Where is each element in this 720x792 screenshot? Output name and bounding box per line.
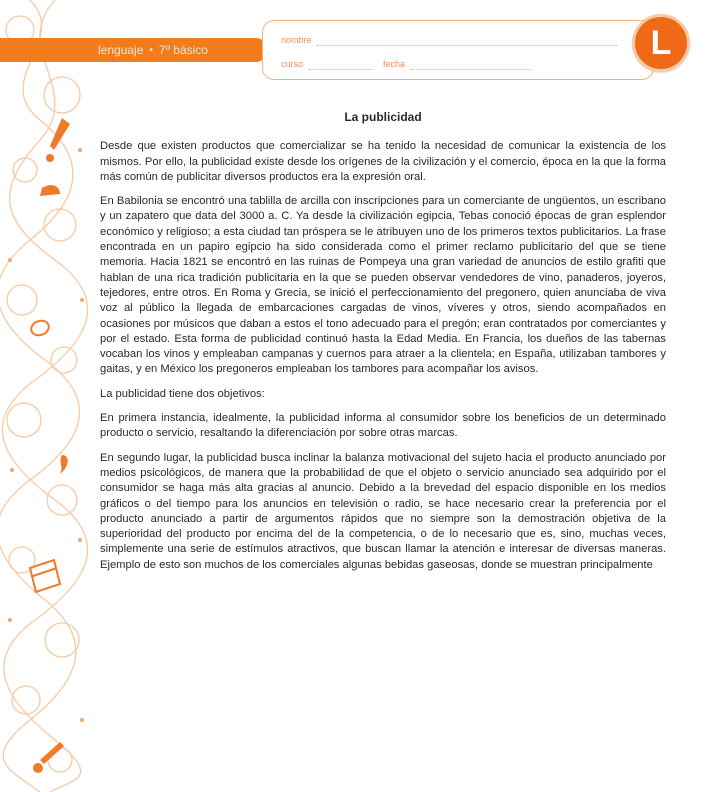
- paragraph-objective-one: En primera instancia, idealmente, la publicidad informa al consumidor sobre los beneficios de un determinado producto o servicio, resaltando la diferenciación por sobre otras marcas.: [100, 412, 666, 440]
- document-body: [100, 110, 666, 582]
- student-info-box: [262, 20, 654, 80]
- pencil-icon: [40, 742, 64, 764]
- paragraph-history: En Babilonia se encontró una tablilla de arcilla con inscripciones para un comerciante de ungüentos, un escribano y un zapatero que data del 3000 a. C. Ya desde la civilización egipcia, Tebas conoció épocas de gran esplendor económico y religioso; a esta ciudad tan próspera se le atribuyen uno de los primeros textos publicitarios. La frase encontrada en un papiro egipcio ha sido considerada como el primer reclamo publicitario del que se tiene memoria. Hacia 1821 se encontró en las ruinas de Pompeya una gran variedad de anuncios de estilo grafiti que hablan de una rica tradición publicitaria en la que se pueden observar vendedores de vino, panaderos, joyeros, tejedores, entre otros. En Roma y Grecia, se inició el perfeccionamiento del pregonero, quien anunciaba de viva voz al público la llegada de embarcaciones cargadas de vinos, víveres y otros, siendo acompañados en ocasiones por músicos que daban a estos el tono adecuado para el pregón; eran contratados por comerciantes y por el estado. Esta forma de publicidad continuó hasta la Edad Media. En Francia, los dueños de las tabernas vocaban los vinos y empleaban campanas y cuernos para atraer a la clientela; en España, utilizaban tambores y gaitas, y en México los pregoneros empleaban los tambores para acompañar los avisos.: [100, 195, 666, 376]
- letter-o-icon: [29, 318, 51, 337]
- date-field-label: fecha: [383, 59, 406, 69]
- paragraph-objective-two: En segundo lugar, la publicidad busca inclinar la balanza motivacional del sujeto hacia el producto anunciado por medios psicológicos, de manera que la probabilidad de que el objeto o servicio anunciado sea adquirido por el consumidor se haga más alta gracias al anuncio. Debido a la brevedad del espacio disponible en los medios gráficos o del tiempo para los anuncios en televisión o radio, se hace necesario crear la preferencia por el producto anunciado a partir de argumentos rápidos que no siempre son la demostración objetiva de la superioridad del producto por encima del de la competencia, o de lo necesario que es, sino, muchas veces, simplemente una serie de estímulos atractivos, que buscan llamar la atención e interesar de diversas maneras. Ejemplo de esto son muchos de los comerciales algunas bebidas gaseosas, donde se muestran principalmente: [100, 451, 666, 571]
- subject-separator: •: [149, 44, 153, 56]
- document-title: La publicidad: [344, 110, 422, 124]
- subject-label: lenguaje: [98, 43, 144, 57]
- comma-icon: [60, 455, 68, 474]
- paragraph-objectives-heading: La publicidad tiene dos objetivos:: [100, 387, 265, 400]
- grade-label: 7º básico: [158, 43, 208, 57]
- course-field-label: curso: [281, 59, 304, 69]
- name-field-label: nombre: [281, 35, 312, 45]
- paragraph-intro: Desde que existen productos que comercializar se ha tenido la necesidad de comunicar la existencia de los mismos. Por ello, la publicidad existe desde los orígenes de la civilización y el comercio, época en la que la forma más común de publicitar diversos productos era la expresión oral.: [100, 140, 666, 183]
- name-field-line[interactable]: [317, 45, 617, 46]
- date-field-line[interactable]: [411, 69, 531, 70]
- exclamation-mark-icon: [50, 118, 70, 150]
- decorative-border: [0, 0, 92, 792]
- subject-banner: [0, 38, 266, 62]
- cloud-icon: [40, 185, 60, 196]
- course-field-line[interactable]: [309, 69, 373, 70]
- subject-letter-badge: L: [632, 14, 690, 72]
